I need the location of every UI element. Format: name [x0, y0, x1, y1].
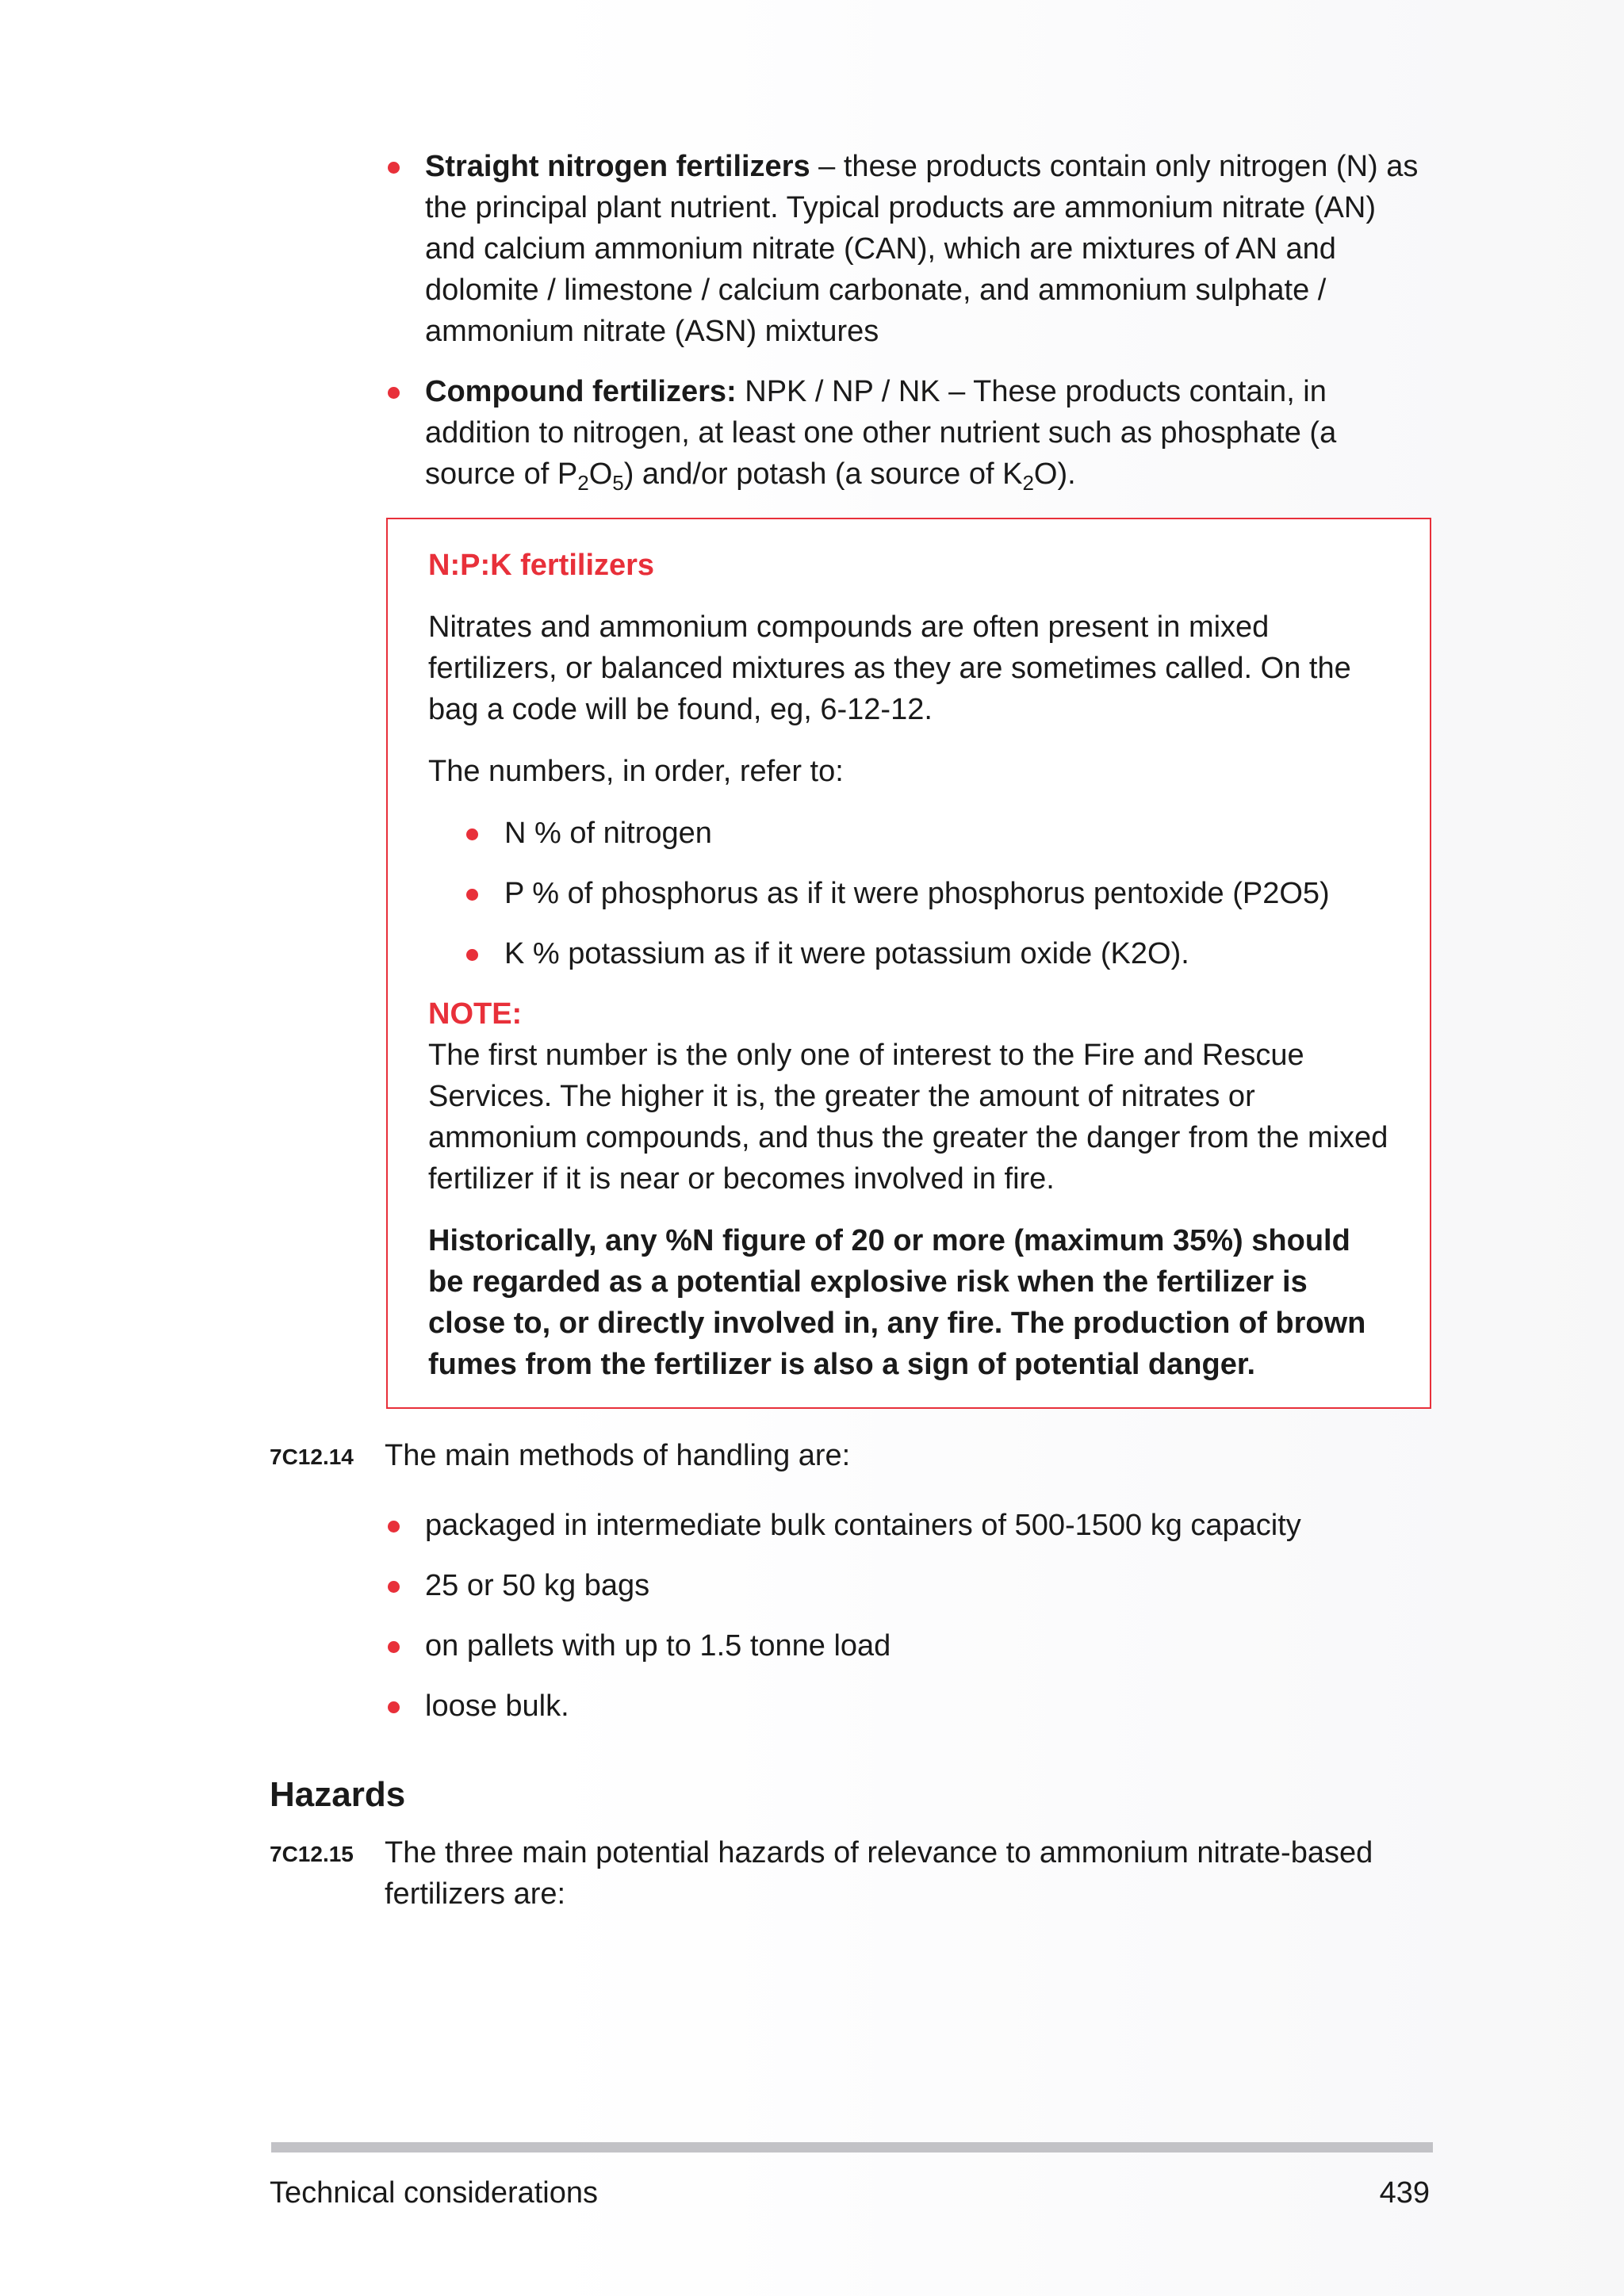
list-item-text: P % of phosphorus as if it were phosphorus pentoxide (P2O5) — [504, 877, 1330, 910]
warning-paragraph: Historically, any %N figure of 20 or more (maximum 35%) should be regarded as a potential explosive risk when the fertilizer is close to, or directly involved in, any fire. The production of brown fumes from the fertilizer is also a sign of potential danger. — [428, 1224, 1366, 1381]
bullet-icon — [466, 828, 478, 840]
term-compound: Compound fertilizers: — [425, 375, 737, 408]
term-straight-nitrogen: Straight nitrogen fertilizers — [425, 150, 810, 183]
bullet-icon — [388, 162, 400, 174]
box-paragraph: The numbers, in order, refer to: — [428, 755, 844, 788]
bullet-icon — [466, 949, 478, 961]
paragraph-number: 7C12.15 — [270, 1842, 354, 1866]
bullet-icon — [466, 889, 478, 901]
bullet-icon — [388, 387, 400, 399]
fertilizer-types-list — [385, 146, 1431, 514]
section-heading: Hazards — [270, 1775, 406, 1814]
list-item — [385, 1505, 1431, 1546]
npk-info-box — [386, 518, 1431, 1409]
term-description: – these products contain only nitrogen (N) as the principal plant nutrient. Typical products are ammonium nitrate (AN) and calcium ammonium nitrate (CAN), which are mixtures of AN and dolomite / limestone / calcium carbonate, and ammonium sulphate / ammonium nitrate (ASN) mixtures — [425, 150, 1419, 348]
list-item — [385, 1686, 1431, 1727]
handling-methods-list — [385, 1505, 1431, 1746]
footer-divider — [271, 2142, 1433, 2152]
list-item-text: N % of nitrogen — [504, 817, 712, 850]
list-item — [385, 146, 1431, 352]
term-description: NPK / NP / NK – These products contain, in addition to nitrogen, at least one other nutrient such as phosphate (a source of P — [425, 375, 1337, 491]
list-item — [428, 873, 1390, 914]
list-item-text: loose bulk. — [425, 1689, 569, 1723]
list-item-text: on pallets with up to 1.5 tonne load — [425, 1629, 891, 1663]
list-item-text: packaged in intermediate bulk containers of 500-1500 kg capacity — [425, 1509, 1301, 1542]
term-description: O — [588, 457, 613, 491]
note-paragraph: The first number is the only one of interest to the Fire and Rescue Services. The higher it is, the greater the amount of nitrates or ammonium compounds, and thus the greater the danger from the mixed fertilizer if it is near or becomes involved in fire. — [428, 1039, 1388, 1196]
npk-code-list — [428, 813, 1390, 974]
subscript: 2 — [1022, 471, 1034, 495]
page-number: 439 — [1379, 2176, 1430, 2210]
list-item — [428, 933, 1390, 974]
list-item — [428, 813, 1390, 854]
subscript: 5 — [612, 471, 624, 495]
list-item — [385, 371, 1431, 495]
note-label: NOTE: — [428, 997, 523, 1031]
term-description: O). — [1033, 457, 1076, 491]
box-paragraph: Nitrates and ammonium compounds are often present in mixed fertilizers, or balanced mixtures as they are sometimes called. On the bag a code will be found, eg, 6-12-12. — [428, 610, 1351, 726]
paragraph-number: 7C12.14 — [270, 1445, 354, 1469]
paragraph-text: The three main potential hazards of relevance to ammonium nitrate-based fertilizers are: — [385, 1836, 1373, 1911]
subscript: 2 — [577, 471, 589, 495]
box-title: N:P:K fertilizers — [428, 549, 655, 582]
bullet-icon — [388, 1701, 400, 1713]
list-item-text: 25 or 50 kg bags — [425, 1569, 650, 1602]
bullet-icon — [388, 1521, 400, 1533]
list-item — [385, 1565, 1431, 1606]
bullet-icon — [388, 1641, 400, 1653]
bullet-icon — [388, 1581, 400, 1593]
term-description: ) and/or potash (a source of K — [623, 457, 1023, 491]
footer-title: Technical considerations — [270, 2176, 599, 2210]
list-item-text: K % potassium as if it were potassium oxide (K2O). — [504, 937, 1189, 970]
list-item — [385, 1625, 1431, 1667]
paragraph-text: The main methods of handling are: — [385, 1439, 851, 1472]
